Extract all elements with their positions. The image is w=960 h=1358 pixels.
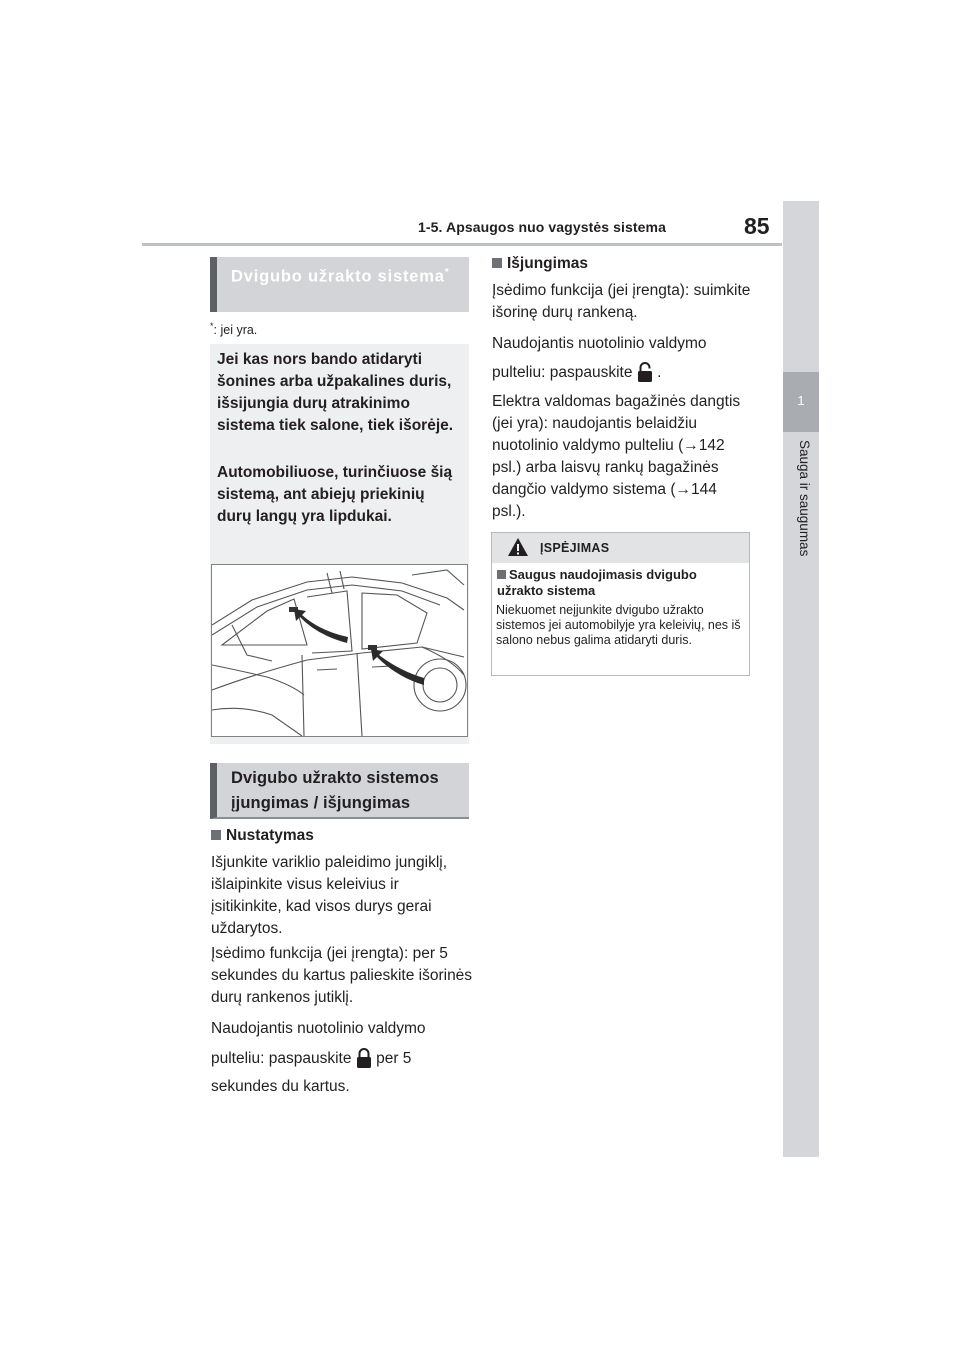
footnote-text: : jei yra. xyxy=(213,323,258,338)
isj-p3-text-a: Elektra valdomas bagažinės dangtis (jei yra): naudojantis belaidžiu nuotolinio valdymo pulteliu ( xyxy=(492,393,741,454)
nustatymas-paragraph-2: Įsėdimo funkcija (jei įrengta): per 5 sekundes du kartus palieskite išorinės durų rankenos jutiklį. xyxy=(211,945,473,1006)
nustatymas-paragraph-3-line-2 xyxy=(211,1047,473,1070)
heading-double-lock-text: Dvigubo užrakto sistema xyxy=(231,267,445,286)
nustatymas-paragraph-3-line-1: Naudojantis nuotolinio valdymo xyxy=(211,1020,426,1037)
nustatymas-paragraph-3-line-3: sekundes du kartus. xyxy=(211,1078,350,1095)
square-bullet-icon xyxy=(492,258,502,268)
nust-p3-text-a: pulteliu: paspauskite xyxy=(211,1050,352,1067)
header-rule xyxy=(142,243,782,246)
car-illustration xyxy=(211,564,468,737)
isj-p2-text-b: . xyxy=(657,364,662,381)
section-title: 1-5. Apsaugos nuo vagystės sistema xyxy=(418,219,666,235)
isjungimas-paragraph-3 xyxy=(492,391,754,523)
isjungimas-paragraph-1: Įsėdimo funkcija (jei įrengta): suimkite išorinę durų rankeną. xyxy=(492,282,751,321)
reference-arrow-icon: → xyxy=(683,437,699,454)
warning-subtitle-text: Saugus naudojimasis dvigubo užrakto sistema xyxy=(497,567,697,598)
reference-arrow-icon: → xyxy=(675,481,691,498)
warning-header xyxy=(492,533,749,563)
isjungimas-paragraph-2-line-1: Naudojantis nuotolinio valdymo xyxy=(492,335,707,352)
page-number: 85 xyxy=(744,213,770,239)
chapter-number: 1 xyxy=(797,393,805,408)
isj-p2-text-a: pulteliu: paspauskite xyxy=(492,364,633,381)
subheading-nustatymas xyxy=(211,827,314,845)
heading-enable-disable: Dvigubo užrakto sistemos įjungimas / išjungimas xyxy=(210,763,469,819)
warning-triangle-icon xyxy=(507,537,529,557)
unlock-icon xyxy=(637,361,653,383)
info-paragraph-1: Jei kas nors bando atidaryti šonines arba užpakalines duris, išsijungia durų atrakinimo sistema tiek salone, tiek išorėje. xyxy=(217,351,454,434)
isj-p3-text-c[interactable]: 144 psl.). xyxy=(492,481,717,520)
subheading-nustatymas-text: Nustatymas xyxy=(226,827,314,844)
subheading-isjungimas xyxy=(492,255,588,273)
heading-double-lock xyxy=(210,257,469,312)
lock-icon xyxy=(356,1047,372,1069)
nust-p3-text-b: per 5 xyxy=(376,1050,412,1067)
square-bullet-icon xyxy=(497,570,506,579)
warning-body: Niekuomet neįjunkite dvigubo užrakto sistemos jei automobilyje yra keleivių, nes iš salono nebus galima atidaryti duris. xyxy=(496,603,741,647)
info-paragraph-2: Automobiliuose, turinčiuose šią sistemą, ant abiejų priekinių durų langų yra lipdukai. xyxy=(217,464,453,525)
isjungimas-paragraph-2-line-2 xyxy=(492,361,754,384)
square-bullet-icon xyxy=(211,830,221,840)
footnote xyxy=(210,321,257,337)
warning-title: ĮSPĖJIMAS xyxy=(540,541,610,555)
warning-subtitle xyxy=(497,567,737,599)
nustatymas-paragraph-1: Išjunkite variklio paleidimo jungiklį, išlaipinkite visus keleivius ir įsitikinkite, kad visos durys gerai uždarytos. xyxy=(211,854,448,937)
car-door-sticker-drawing xyxy=(212,565,467,736)
subheading-isjungimas-text: Išjungimas xyxy=(507,255,588,272)
footnote-marker: * xyxy=(210,321,214,331)
heading-footnote-marker: * xyxy=(444,267,450,278)
chapter-side-strip xyxy=(783,201,819,1157)
chapter-title: Sauga ir saugumas xyxy=(797,440,812,557)
isj-p3-text-b[interactable]: 142 psl.) arba laisvų rankų bagažinės dangčio valdymo sistema ( xyxy=(492,437,725,498)
